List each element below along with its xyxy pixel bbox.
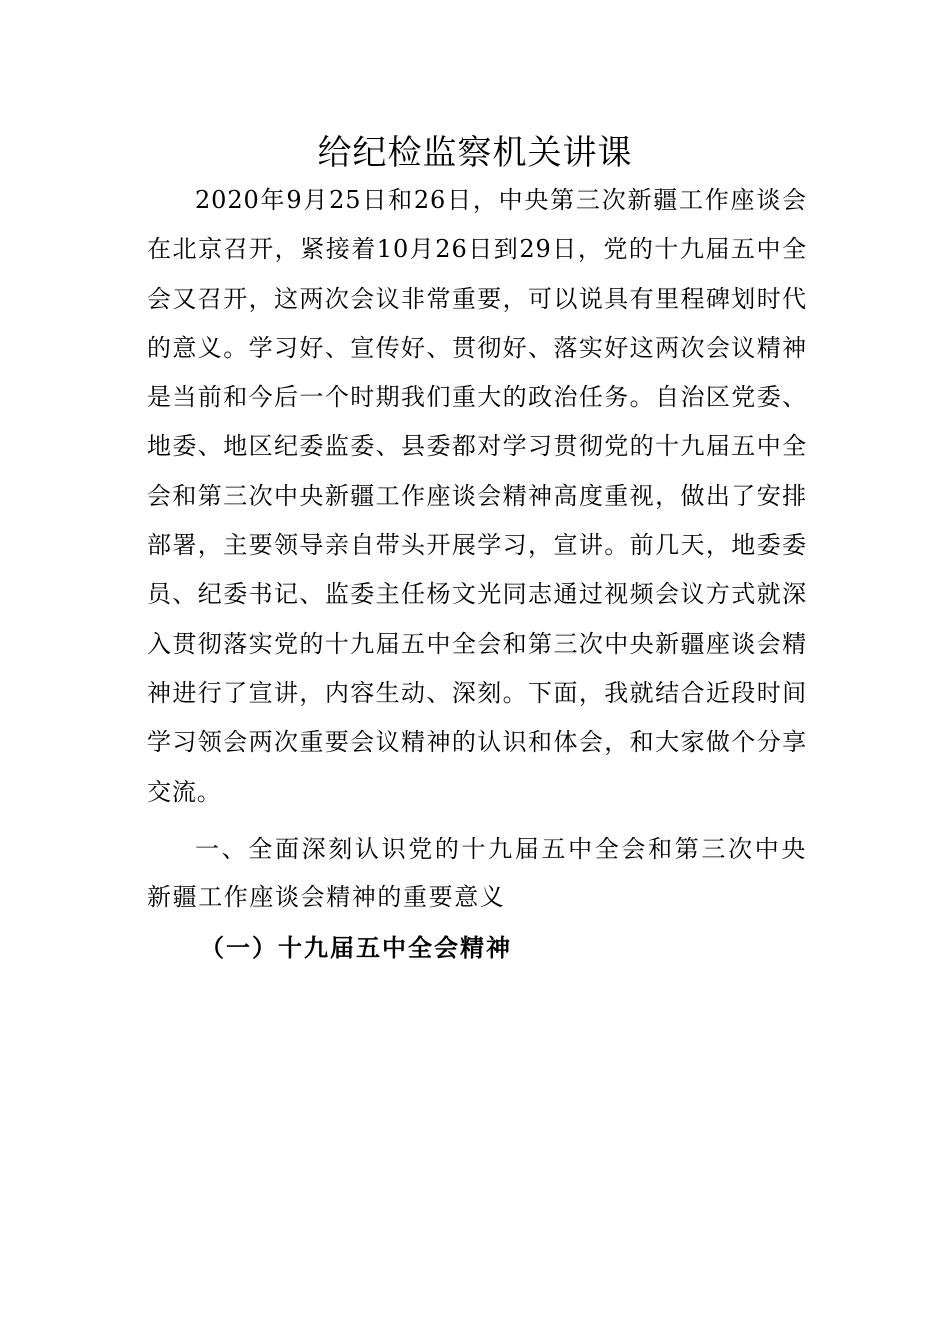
subsection-heading: （一）十九届五中全会精神 [200, 933, 512, 962]
section-heading: 一、全面深刻认识党的十九届五中全会和第三次中央新疆工作座谈会精神的重要意义 [147, 835, 807, 911]
body-paragraph: 2020年9月25日和26日，中央第三次新疆工作座谈会在北京召开，紧接着10月26日到29日，党的十九届五中全会又召开，这两次会议非常重要，可以说具有里程碑划时代的意义。学习好、宣传好、贯彻好、落实好这两次会议精神是当前和今后一个时期我们重大的政治任务。自治区党委、地委、地区纪委监委、县委都对学习贯彻党的十九届五中全会和第三次中央新疆工作座谈会精神高度重视，做出了安排部署，主要领导亲自带头开展学习，宣讲。前几天，地委委员、纪委书记、监委主任杨文光同志通过视频会议方式就深入贯彻落实党的十九届五中全会和第三次中央新疆座谈会精神进行了宣讲，内容生动、深刻。下面，我就结合近段时间学习领会两次重要会议精神的认识和体会，和大家做个分享交流。 [147, 186, 807, 806]
document-title: 给纪检监察机关讲课 [317, 133, 633, 173]
